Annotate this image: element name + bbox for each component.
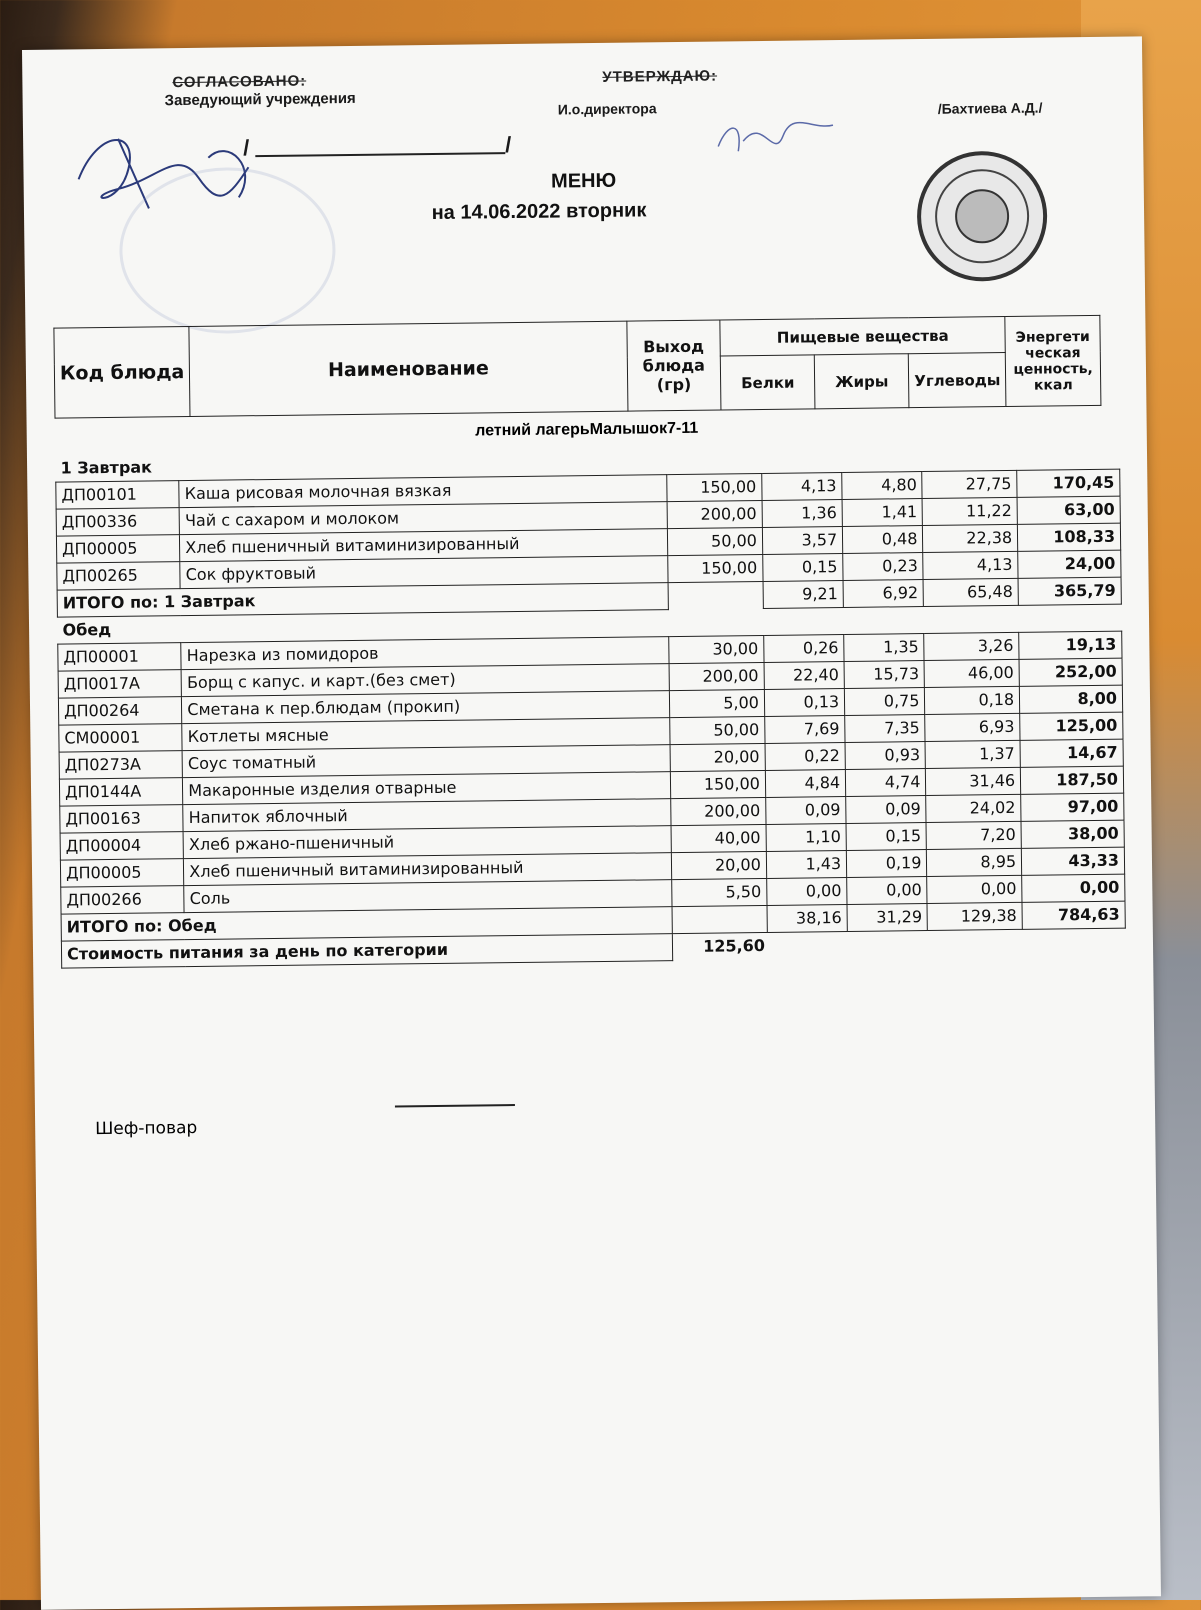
total-energy: 784,63 [1022, 901, 1125, 929]
cost-value: 125,60 [703, 936, 766, 956]
total-protein: 9,21 [763, 580, 844, 608]
doc-date: на 14.06.2022 вторник [431, 199, 647, 225]
cell-code: ДП00005 [56, 534, 180, 563]
cell-name: Хлеб ржано-пшеничный [183, 825, 671, 858]
cell-carbs: 3,26 [924, 632, 1019, 660]
cell-yield: 5,50 [672, 878, 767, 906]
cell-name: Каша рисовая молочная вязкая [179, 474, 667, 507]
section-breakfast-title: 1 Завтрак [60, 457, 153, 478]
cell-energy: 108,33 [1017, 523, 1120, 551]
col-code: Код блюда [54, 326, 190, 418]
approved-right-label: УТВЕРЖДАЮ: [602, 67, 718, 86]
cell-fat: 0,93 [845, 741, 926, 769]
cell-code: ДП00005 [60, 858, 184, 887]
cell-protein: 0,26 [764, 634, 845, 662]
col-name: Наименование [189, 321, 627, 416]
cell-code: ДП00001 [58, 642, 182, 671]
cell-fat: 0,75 [844, 687, 925, 715]
cell-carbs: 46,00 [924, 659, 1019, 687]
cell-carbs: 0,00 [927, 875, 1022, 903]
sig-slash-left: / [243, 135, 250, 161]
right-name: /Бахтиева А.Д./ [937, 99, 1043, 117]
total-fat: 6,92 [843, 579, 924, 607]
cell-code: ДП0273А [59, 750, 183, 779]
cell-protein: 22,40 [764, 661, 845, 689]
cell-fat: 4,80 [842, 471, 923, 499]
cell-carbs: 31,46 [926, 767, 1021, 795]
menu-document [22, 36, 1161, 1610]
cell-code: ДП00265 [57, 561, 181, 590]
cell-protein: 0,22 [765, 742, 846, 770]
total-energy: 365,79 [1018, 577, 1121, 605]
total-label: ИТОГО по: 1 Завтрак [57, 582, 668, 616]
cell-code: ДП0017А [58, 669, 182, 698]
cell-protein: 4,13 [762, 472, 843, 500]
middle-signature-image [713, 110, 844, 172]
cell-fat: 0,15 [846, 822, 927, 850]
col-carbs: Углеводы [908, 353, 1006, 408]
cell-code: СМ00001 [59, 723, 183, 752]
cell-protein: 4,84 [765, 769, 846, 797]
cell-code: ДП00336 [56, 507, 180, 536]
cell-name: Соус томатный [182, 744, 670, 777]
menu-data-table [55, 442, 1126, 968]
cell-energy: 38,00 [1021, 820, 1124, 848]
cell-carbs: 27,75 [922, 470, 1017, 498]
cell-code: ДП00266 [61, 885, 185, 914]
cell-energy: 125,00 [1020, 712, 1123, 740]
cell-name: Нарезка из помидоров [181, 636, 669, 669]
cell-fat: 1,41 [842, 498, 923, 526]
cell-code: ДП00264 [58, 696, 182, 725]
chef-label: Шеф-повар [95, 1117, 198, 1140]
signature-line [255, 152, 505, 157]
cell-yield: 30,00 [669, 635, 764, 663]
cell-fat: 0,23 [843, 552, 924, 580]
right-role: И.о.директора [557, 100, 657, 118]
cell-code: ДП0144А [59, 777, 183, 806]
col-protein: Белки [721, 355, 816, 410]
col-yield: Выход блюда (гр) [626, 320, 721, 411]
cell-name: Сметана к пер.блюдам (прокип) [182, 690, 670, 723]
cell-name: Котлеты мясные [182, 717, 670, 750]
cell-yield: 5,00 [670, 689, 765, 717]
cell-energy: 0,00 [1022, 874, 1125, 902]
cell-fat: 4,74 [845, 768, 926, 796]
total-yield [672, 905, 767, 933]
total-fat: 31,29 [847, 903, 928, 931]
cell-name: Напиток яблочный [183, 798, 671, 831]
cell-carbs: 4,13 [923, 551, 1018, 579]
cell-yield: 20,00 [672, 851, 767, 879]
doc-title: МЕНЮ [550, 169, 617, 193]
cell-energy: 252,00 [1019, 658, 1122, 686]
cell-fat: 7,35 [845, 714, 926, 742]
cell-energy: 8,00 [1019, 685, 1122, 713]
cell-name: Макаронные изделия отварные [183, 771, 671, 804]
cell-energy: 63,00 [1017, 496, 1120, 524]
cell-protein: 0,15 [763, 553, 844, 581]
cell-name: Чай с сахаром и молоком [179, 501, 667, 534]
cell-carbs: 22,38 [923, 524, 1018, 552]
col-fat: Жиры [815, 354, 910, 409]
cell-protein: 3,57 [762, 526, 843, 554]
cell-carbs: 24,02 [926, 794, 1021, 822]
cost-label: Стоимость питания за день по категории [61, 933, 672, 967]
chef-signature-line [395, 1104, 515, 1107]
cell-name: Соль [184, 879, 672, 912]
total-protein: 38,16 [767, 904, 848, 932]
total-carbs: 129,38 [927, 902, 1022, 930]
cell-yield: 50,00 [668, 527, 763, 555]
cell-yield: 150,00 [668, 554, 763, 582]
cell-yield: 200,00 [671, 797, 766, 825]
cell-yield: 50,00 [670, 716, 765, 744]
total-label: ИТОГО по: Обед [61, 906, 672, 940]
cell-energy: 97,00 [1021, 793, 1124, 821]
cell-carbs: 1,37 [925, 740, 1020, 768]
section-lunch-title: Обед [62, 619, 112, 640]
col-nutrients: Пищевые вещества [720, 317, 1005, 356]
col-energy: Энергети ческая ценность, ккал [1005, 315, 1101, 406]
cell-code: ДП00101 [56, 480, 180, 509]
cell-code: ДП00163 [60, 804, 184, 833]
cell-protein: 0,13 [764, 688, 845, 716]
cell-fat: 0,00 [847, 876, 928, 904]
cell-fat: 0,09 [846, 795, 927, 823]
approved-left-label: СОГЛАСОВАНО: [172, 72, 307, 92]
cell-carbs: 6,93 [925, 713, 1020, 741]
cell-fat: 0,19 [846, 849, 927, 877]
total-carbs: 65,48 [923, 578, 1018, 606]
sig-slash-right: / [505, 132, 512, 158]
cell-fat: 0,48 [843, 525, 924, 553]
cell-energy: 170,45 [1017, 469, 1120, 497]
menu-header-table [53, 315, 1101, 419]
cell-name: Хлеб пшеничный витаминизированный [180, 528, 668, 561]
left-role: Заведующий учреждения [164, 89, 356, 110]
cell-carbs: 0,18 [925, 686, 1020, 714]
cell-yield: 150,00 [667, 473, 762, 501]
cell-carbs: 11,22 [922, 497, 1017, 525]
cell-protein: 1,10 [766, 823, 847, 851]
cell-energy: 19,13 [1019, 631, 1122, 659]
cell-energy: 187,50 [1020, 766, 1123, 794]
cell-protein: 7,69 [765, 715, 846, 743]
cell-yield: 150,00 [671, 770, 766, 798]
cell-fat: 15,73 [844, 660, 925, 688]
cell-carbs: 8,95 [927, 848, 1022, 876]
cell-yield: 40,00 [671, 824, 766, 852]
cell-energy: 43,33 [1021, 847, 1124, 875]
total-yield [668, 581, 763, 609]
cell-energy: 24,00 [1018, 550, 1121, 578]
cell-yield: 200,00 [669, 662, 764, 690]
cell-protein: 1,36 [762, 499, 843, 527]
cell-protein: 1,43 [766, 850, 847, 878]
cell-yield: 200,00 [667, 500, 762, 528]
cell-carbs: 7,20 [926, 821, 1021, 849]
cell-code: ДП00004 [60, 831, 184, 860]
cell-name: Хлеб пшеничный витаминизированный [184, 852, 672, 885]
cell-protein: 0,00 [767, 877, 848, 905]
cell-name: Сок фруктовый [180, 555, 668, 588]
cell-energy: 14,67 [1020, 739, 1123, 767]
cell-protein: 0,09 [766, 796, 847, 824]
cell-yield: 20,00 [670, 743, 765, 771]
cell-fat: 1,35 [844, 633, 925, 661]
cell-name: Борщ с капус. и карт.(без смет) [181, 663, 669, 696]
camp-title: летний лагерьМалышок7-11 [475, 419, 699, 440]
